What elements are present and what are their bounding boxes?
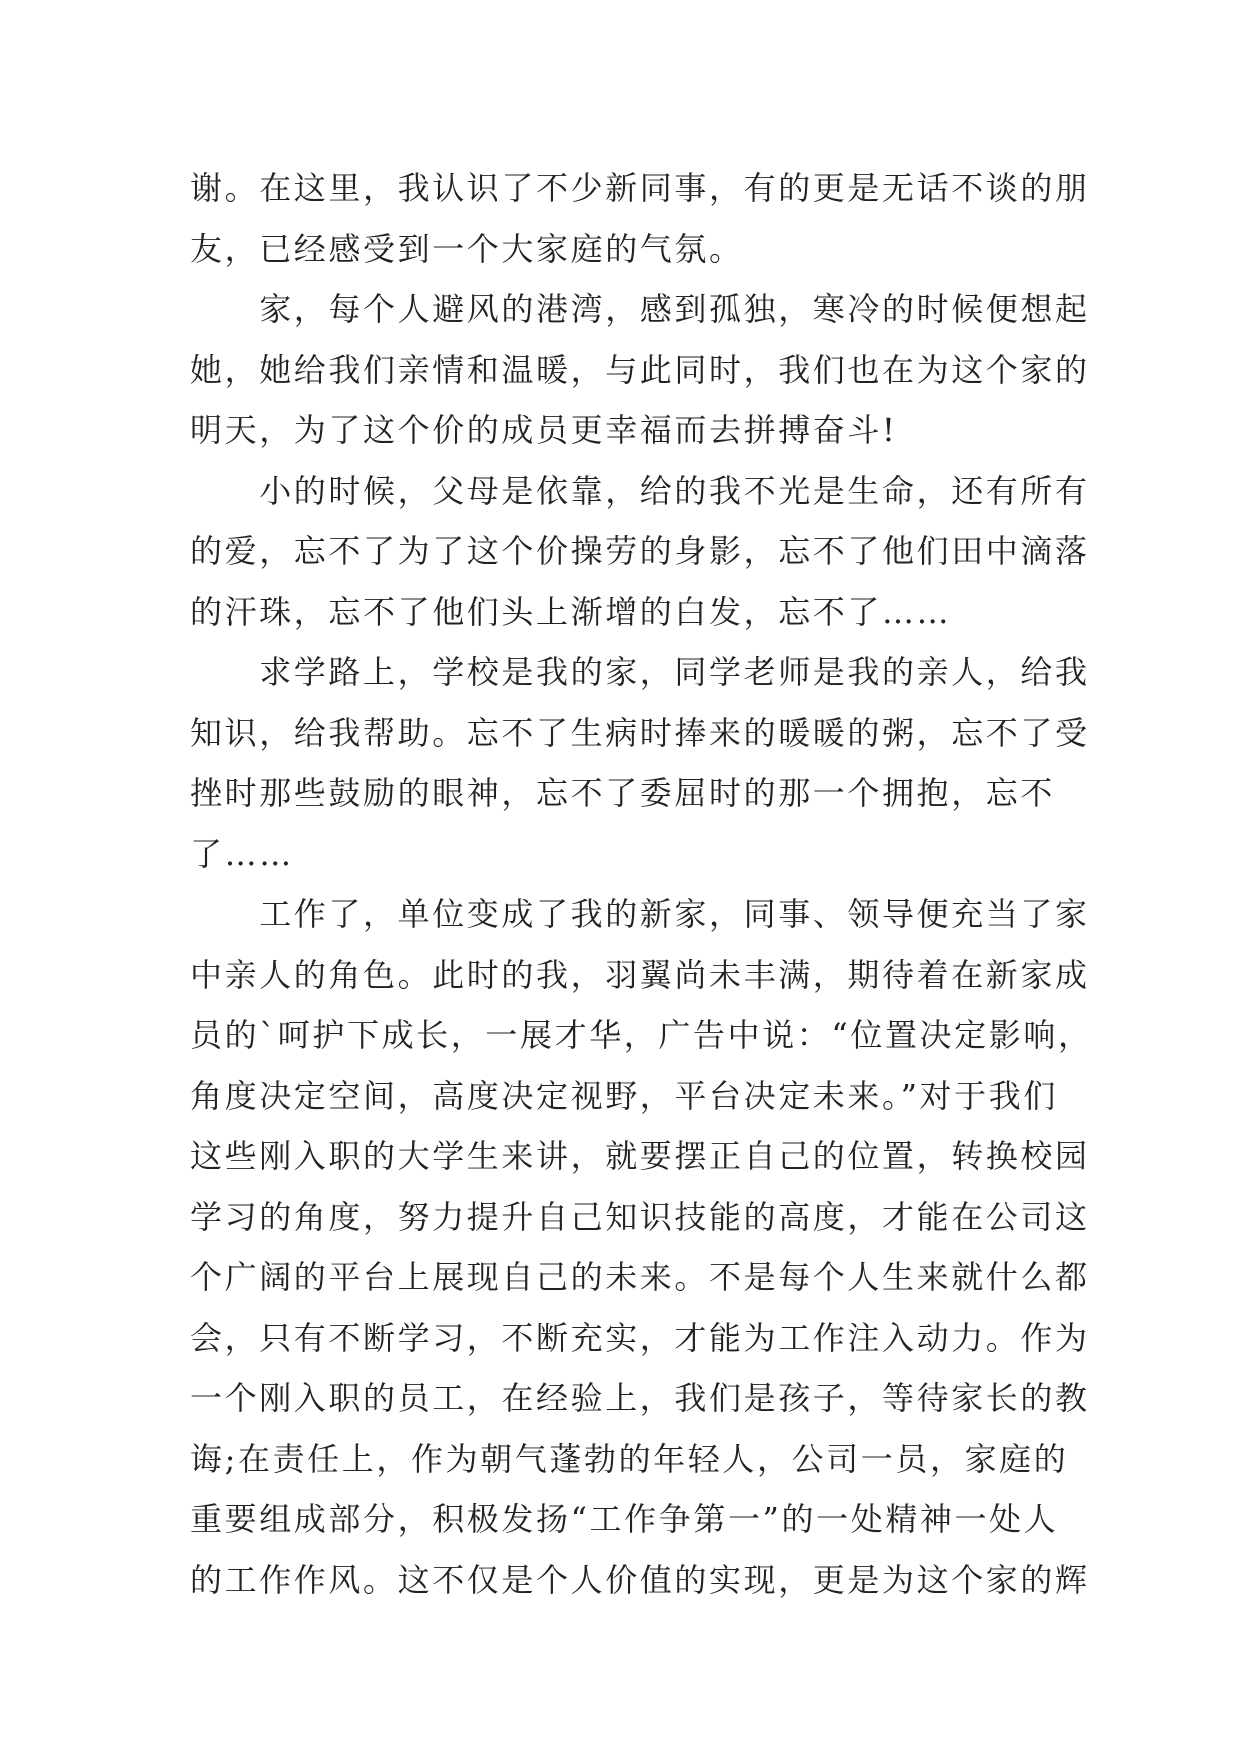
- text-line: 的爱，忘不了为了这个价操劳的身影，忘不了他们田中滴落: [190, 532, 1090, 570]
- text-line: 学习的角度，努力提升自己知识技能的高度，才能在公司这: [190, 1197, 1090, 1236]
- text-line: 员的`呵护下成长，一展才华，广告中说：“位置决定影响，: [190, 1016, 1093, 1054]
- text-line: 诲;在责任上，作为朝气蓬勃的年轻人，公司一员，家庭的: [190, 1439, 1069, 1478]
- text-line: 工作了，单位变成了我的新家，同事、领导便充当了家: [190, 895, 1090, 933]
- text-line: 她，她给我们亲情和温暖，与此同时，我们也在为这个家的: [190, 350, 1090, 389]
- text-line: 明天，为了这个价的成员更幸福而去拼搏奋斗!: [190, 411, 898, 449]
- text-line: 角度决定空间，高度决定视野，平台决定未来。”对于我们: [190, 1076, 1058, 1115]
- text-line: 重要组成部分，积极发扬“工作争第一”的一处精神一处人: [190, 1500, 1059, 1538]
- text-line: 一个刚入职的员工，在经验上，我们是孩子，等待家长的教: [190, 1379, 1090, 1417]
- text-line: 小的时候，父母是依靠，给的我不光是生命，还有所有: [190, 471, 1090, 510]
- text-line: 的汗珠，忘不了他们头上渐增的白发，忘不了……: [190, 592, 952, 631]
- body-text: [190, 158, 1093, 1610]
- text-line: 中亲人的角色。此时的我，羽翼尚未丰满，期待着在新家成: [190, 955, 1090, 994]
- text-line: 的工作作风。这不仅是个人价值的实现，更是为这个家的辉: [190, 1560, 1090, 1599]
- text-line: 求学路上，学校是我的家，同学老师是我的亲人，给我: [190, 653, 1090, 691]
- text-line: 个广阔的平台上展现自己的未来。不是每个人生来就什么都: [190, 1258, 1090, 1296]
- text-line: 了……: [190, 834, 294, 873]
- text-line: 这些刚入职的大学生来讲，就要摆正自己的位置，转换校园: [190, 1137, 1090, 1175]
- text-line: 家，每个人避风的港湾，感到孤独，寒冷的时候便想起: [190, 290, 1090, 328]
- text-line: 友，已经感受到一个大家庭的气氛。: [190, 229, 744, 268]
- text-line: 谢。在这里，我认识了不少新同事，有的更是无话不谈的朋: [190, 169, 1090, 207]
- text-line: 知识，给我帮助。忘不了生病时捧来的暖暖的粥，忘不了受: [190, 713, 1090, 752]
- text-line: 挫时那些鼓励的眼神，忘不了委屈时的那一个拥抱，忘不: [190, 774, 1056, 812]
- text-line: 会，只有不断学习，不断充实，才能为工作注入动力。作为: [190, 1318, 1090, 1357]
